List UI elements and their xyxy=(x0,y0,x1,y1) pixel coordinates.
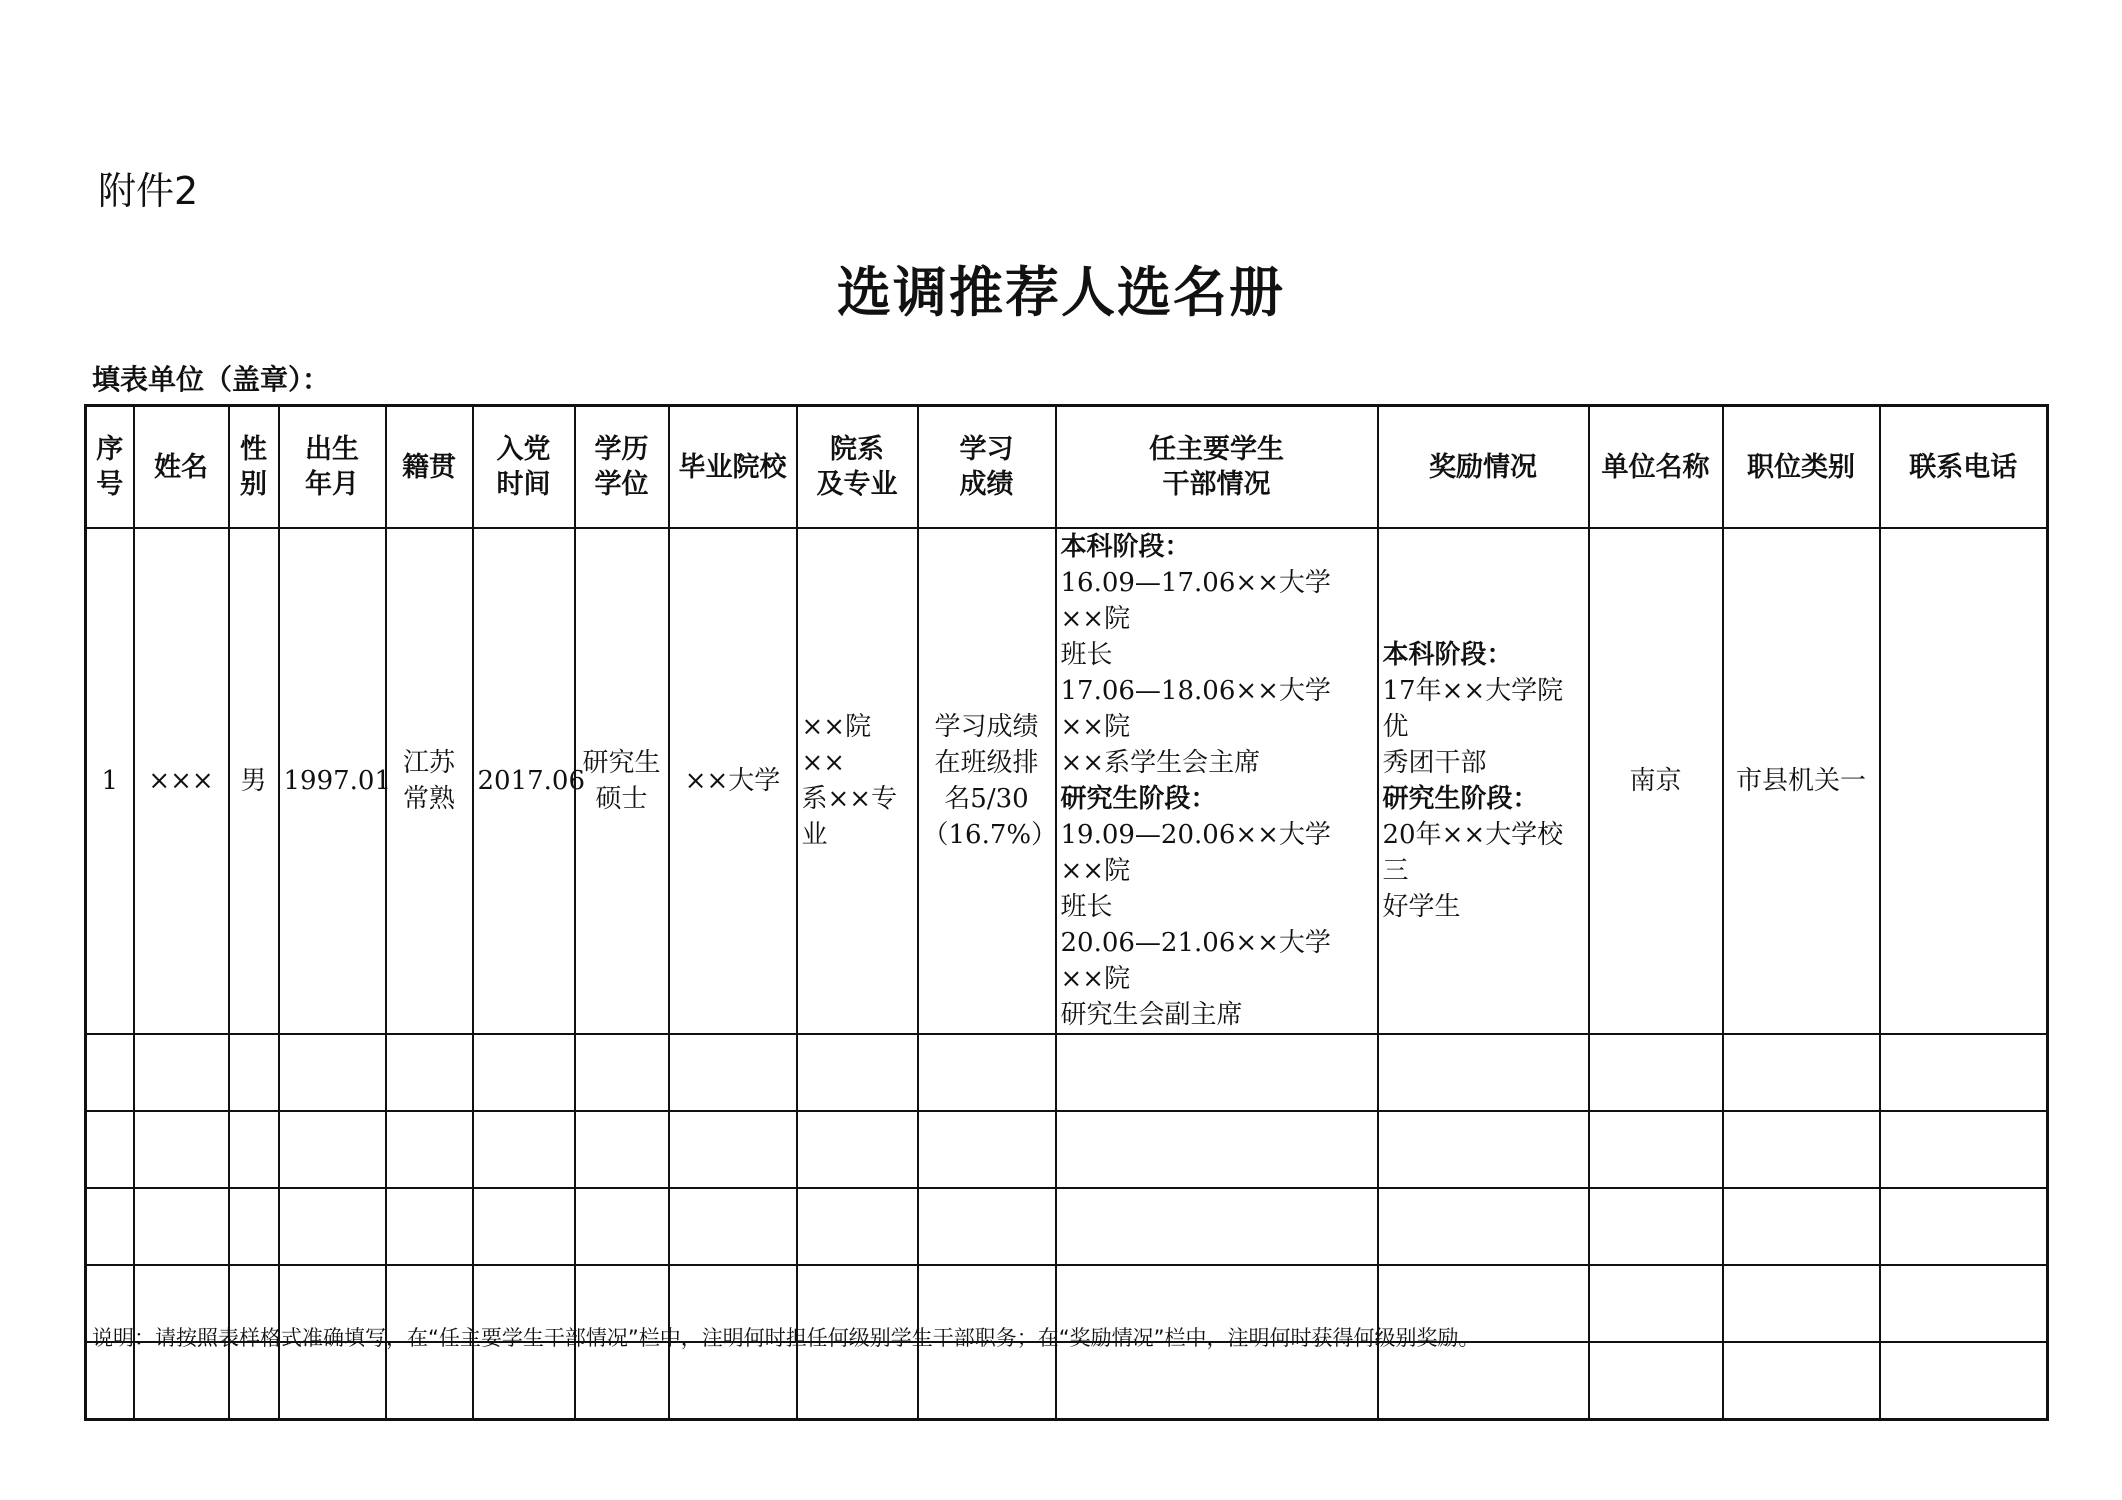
empty-cell xyxy=(1056,1188,1378,1265)
empty-cell xyxy=(86,1111,134,1188)
empty-cell xyxy=(669,1111,797,1188)
cadre-undergrad-text: 16.09—17.06××大学××院 班长 17.06—18.06××大学××院 ××系学生会主席 xyxy=(1060,568,1331,778)
attachment-label: 附件2 xyxy=(98,169,199,213)
empty-cell xyxy=(1589,1188,1723,1265)
empty-cell xyxy=(473,1342,575,1420)
awards-grad-label: 研究生阶段： xyxy=(1382,784,1539,814)
cell-department-major: ××院×× 系××专 业 xyxy=(797,528,918,1034)
cell-school: ××大学 xyxy=(669,528,797,1034)
cadre-grad-text: 19.09—20.06××大学××院 班长 20.06—21.06××大学××院 研究生会副主席 xyxy=(1060,820,1331,1030)
col-header-gender: 性 别 xyxy=(229,406,279,529)
empty-cell xyxy=(134,1034,229,1111)
empty-cell xyxy=(1880,1265,2048,1342)
empty-cell xyxy=(1723,1342,1880,1420)
empty-cell xyxy=(1723,1188,1880,1265)
awards-undergrad-label: 本科阶段： xyxy=(1382,640,1513,670)
cell-position-type: 市县机关一 xyxy=(1723,528,1880,1034)
cell-education: 研究生 硕士 xyxy=(575,528,669,1034)
fill-unit-label: 填表单位（盖章）： xyxy=(92,363,331,396)
awards-grad-text: 20年××大学校三 好学生 xyxy=(1382,820,1564,922)
table-row xyxy=(86,1034,2048,1111)
empty-cell xyxy=(1378,1111,1589,1188)
empty-cell xyxy=(669,1188,797,1265)
empty-cell xyxy=(279,1111,386,1188)
empty-cell xyxy=(386,1188,473,1265)
empty-cell xyxy=(1723,1034,1880,1111)
col-header-unit-name: 单位名称 xyxy=(1589,406,1723,529)
empty-cell xyxy=(918,1034,1056,1111)
empty-cell xyxy=(1056,1342,1378,1420)
cell-phone xyxy=(1880,528,2048,1034)
empty-cell xyxy=(386,1034,473,1111)
cadre-undergrad-label: 本科阶段： xyxy=(1060,532,1191,562)
empty-cell xyxy=(575,1034,669,1111)
page-title: 选调推荐人选名册 xyxy=(837,261,1285,324)
empty-cell xyxy=(918,1342,1056,1420)
empty-cell xyxy=(1056,1111,1378,1188)
empty-cell xyxy=(918,1188,1056,1265)
table-row xyxy=(86,1111,2048,1188)
cell-native-place: 江苏 常熟 xyxy=(386,528,473,1034)
empty-cell xyxy=(669,1342,797,1420)
cell-seq: 1 xyxy=(86,528,134,1034)
empty-cell xyxy=(134,1188,229,1265)
empty-cell xyxy=(797,1034,918,1111)
empty-cell xyxy=(1880,1034,2048,1111)
empty-cell xyxy=(86,1188,134,1265)
cadre-grad-label: 研究生阶段： xyxy=(1060,784,1217,814)
table-row xyxy=(86,1342,2048,1420)
empty-cell xyxy=(229,1111,279,1188)
cell-party-join: 2017.06 xyxy=(473,528,575,1034)
col-header-awards: 奖励情况 xyxy=(1378,406,1589,529)
table-row xyxy=(86,1188,2048,1265)
col-header-native-place: 籍贯 xyxy=(386,406,473,529)
col-header-seq: 序 号 xyxy=(86,406,134,529)
empty-cell xyxy=(797,1188,918,1265)
empty-cell xyxy=(1880,1342,2048,1420)
footnote: 说明：请按照表样格式准确填写，在“任主要学生干部情况”栏中，注明何时担任何级别学生干部职务；在“奖励情况”栏中，注明何时获得何级别奖励。 xyxy=(92,1326,1480,1350)
empty-cell xyxy=(86,1342,134,1420)
empty-cell xyxy=(669,1034,797,1111)
empty-cell xyxy=(1589,1034,1723,1111)
empty-cell xyxy=(86,1034,134,1111)
empty-cell xyxy=(473,1111,575,1188)
empty-cell xyxy=(1880,1111,2048,1188)
empty-cell xyxy=(1723,1265,1880,1342)
col-header-position-type: 职位类别 xyxy=(1723,406,1880,529)
cell-awards xyxy=(1378,528,1589,1034)
empty-cell xyxy=(575,1188,669,1265)
col-header-party-join: 入党 时间 xyxy=(473,406,575,529)
empty-cell xyxy=(797,1342,918,1420)
cell-grades: 学习成绩 在班级排 名5/30 （16.7%） xyxy=(918,528,1056,1034)
empty-cell xyxy=(1589,1111,1723,1188)
empty-cell xyxy=(575,1342,669,1420)
empty-cell xyxy=(134,1342,229,1420)
cell-name: ××× xyxy=(134,528,229,1034)
cell-unit-name: 南京 xyxy=(1589,528,1723,1034)
cell-cadre xyxy=(1056,528,1378,1034)
awards-undergrad-text: 17年××大学院优 秀团干部 xyxy=(1382,676,1564,778)
col-header-education: 学历 学位 xyxy=(575,406,669,529)
empty-cell xyxy=(1589,1265,1723,1342)
header-row xyxy=(86,406,2048,529)
empty-cell xyxy=(229,1034,279,1111)
col-header-school: 毕业院校 xyxy=(669,406,797,529)
empty-cell xyxy=(797,1111,918,1188)
col-header-cadre: 任主要学生 干部情况 xyxy=(1056,406,1378,529)
empty-cell xyxy=(1378,1188,1589,1265)
cell-birth: 1997.01 xyxy=(279,528,386,1034)
empty-cell xyxy=(1056,1034,1378,1111)
empty-cell xyxy=(1723,1111,1880,1188)
col-header-phone: 联系电话 xyxy=(1880,406,2048,529)
col-header-birth: 出生 年月 xyxy=(279,406,386,529)
empty-cell xyxy=(575,1111,669,1188)
col-header-department: 院系 及专业 xyxy=(797,406,918,529)
col-header-name: 姓名 xyxy=(134,406,229,529)
empty-cell xyxy=(1378,1342,1589,1420)
empty-cell xyxy=(473,1034,575,1111)
col-header-grades: 学习 成绩 xyxy=(918,406,1056,529)
empty-cell xyxy=(229,1342,279,1420)
empty-cell xyxy=(386,1111,473,1188)
empty-cell xyxy=(279,1034,386,1111)
empty-cell xyxy=(229,1188,279,1265)
table-row xyxy=(86,528,2048,1034)
empty-cell xyxy=(473,1188,575,1265)
empty-cell xyxy=(279,1342,386,1420)
roster-table xyxy=(84,404,2049,1421)
cell-gender: 男 xyxy=(229,528,279,1034)
empty-cell xyxy=(1589,1342,1723,1420)
empty-cell xyxy=(386,1342,473,1420)
empty-cell xyxy=(279,1188,386,1265)
empty-cell xyxy=(1378,1034,1589,1111)
empty-cell xyxy=(1880,1188,2048,1265)
empty-cell xyxy=(134,1111,229,1188)
empty-cell xyxy=(918,1111,1056,1188)
